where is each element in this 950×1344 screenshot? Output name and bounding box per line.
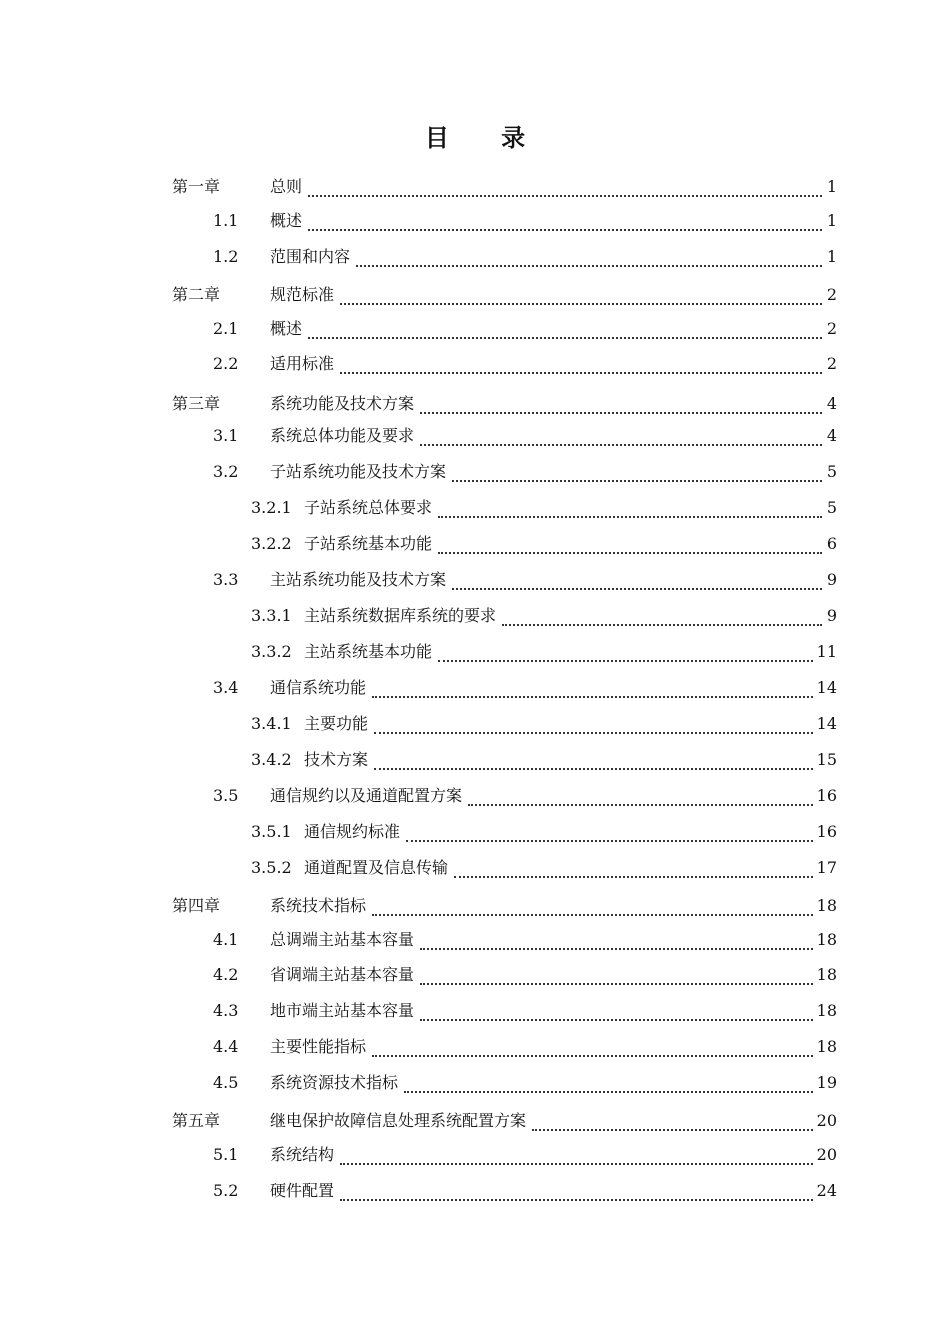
leader-dots xyxy=(372,900,813,916)
toc-entry-number: 3.2.2 xyxy=(251,534,292,553)
toc-entry[interactable] xyxy=(0,283,950,307)
toc-entry[interactable] xyxy=(0,894,950,918)
toc-entry[interactable] xyxy=(0,317,950,341)
leader-dots xyxy=(420,969,813,985)
toc-entry-label: 主站系统数据库系统的要求 xyxy=(304,606,497,625)
toc-entry[interactable] xyxy=(0,1143,950,1167)
toc-entry-label: 子站系统功能及技术方案 xyxy=(270,462,447,481)
leader-dots xyxy=(404,1077,813,1093)
toc-entry-page: 24 xyxy=(816,1181,837,1200)
toc-entry[interactable] xyxy=(0,1179,950,1203)
toc-entry[interactable] xyxy=(0,460,950,484)
leader-dots xyxy=(308,215,822,231)
toc-entry-number: 第一章 xyxy=(172,177,221,196)
leader-dots xyxy=(532,1115,813,1131)
toc-entry-label: 适用标准 xyxy=(270,354,335,373)
leader-dots xyxy=(420,1005,813,1021)
toc-entry-page: 4 xyxy=(826,426,837,445)
toc-entry[interactable] xyxy=(0,352,950,376)
toc-entry-label: 系统功能及技术方案 xyxy=(270,394,415,413)
toc-entry-number: 第五章 xyxy=(172,1111,221,1130)
leader-dots xyxy=(374,718,813,734)
toc-entry-number: 2.2 xyxy=(213,354,239,373)
toc-entry-number: 1.1 xyxy=(213,211,239,230)
toc-entry[interactable] xyxy=(0,928,950,952)
toc-entry-number: 3.4 xyxy=(213,678,239,697)
toc-entry-label: 概述 xyxy=(270,211,303,230)
toc-entry-page: 18 xyxy=(816,1037,837,1056)
toc-entry-label: 主站系统基本功能 xyxy=(304,642,433,661)
toc-entry-label: 主站系统功能及技术方案 xyxy=(270,570,447,589)
toc-entry-number: 5.2 xyxy=(213,1181,239,1200)
leader-dots xyxy=(340,1185,813,1201)
toc-entry-label: 概述 xyxy=(270,319,303,338)
toc-entry[interactable] xyxy=(0,676,950,700)
leader-dots xyxy=(420,430,822,446)
toc-entry[interactable] xyxy=(0,820,950,844)
toc-entry[interactable] xyxy=(0,604,950,628)
toc-entry-label: 通信规约标准 xyxy=(304,822,401,841)
toc-entry-page: 2 xyxy=(826,285,837,304)
leader-dots xyxy=(438,538,822,554)
leader-dots xyxy=(340,1149,813,1165)
toc-entry-number: 4.5 xyxy=(213,1073,239,1092)
toc-entry-page: 14 xyxy=(816,714,837,733)
leader-dots xyxy=(308,181,822,197)
toc-entry-number: 3.2 xyxy=(213,462,239,481)
toc-entry-page: 15 xyxy=(816,750,837,769)
toc-entry-page: 1 xyxy=(826,177,837,196)
toc-entry-page: 16 xyxy=(816,822,837,841)
leader-dots xyxy=(468,790,813,806)
toc-entry-number: 4.3 xyxy=(213,1001,239,1020)
toc-entry-label: 主要性能指标 xyxy=(270,1037,367,1056)
toc-entry-number: 3.5.2 xyxy=(251,858,292,877)
page-title: 目 录 xyxy=(424,124,548,152)
leader-dots xyxy=(340,358,822,374)
toc-entry-page: 1 xyxy=(826,247,837,266)
leader-dots xyxy=(372,682,813,698)
toc-entry-number: 1.2 xyxy=(213,247,239,266)
toc-entry-label: 总则 xyxy=(270,177,303,196)
toc-entry-number: 3.3.1 xyxy=(251,606,292,625)
toc-entry-page: 4 xyxy=(826,394,837,413)
leader-dots xyxy=(452,466,822,482)
toc-entry-page: 20 xyxy=(816,1145,837,1164)
toc-entry-number: 3.4.2 xyxy=(251,750,292,769)
toc-entry-number: 4.1 xyxy=(213,930,239,949)
toc-entry-page: 19 xyxy=(816,1073,837,1092)
toc-entry[interactable] xyxy=(0,748,950,772)
toc-entry-number: 5.1 xyxy=(213,1145,239,1164)
toc-entry-page: 9 xyxy=(826,606,837,625)
leader-dots xyxy=(452,574,822,590)
leader-dots xyxy=(420,934,813,950)
leader-dots xyxy=(356,251,822,267)
toc-entry-label: 系统资源技术指标 xyxy=(270,1073,399,1092)
leader-dots xyxy=(438,646,813,662)
toc-entry-page: 5 xyxy=(826,498,837,517)
toc-entry[interactable] xyxy=(0,245,950,269)
toc-entry-number: 3.4.1 xyxy=(251,714,292,733)
toc-entry-label: 子站系统基本功能 xyxy=(304,534,433,553)
toc-entry[interactable] xyxy=(0,1035,950,1059)
toc-entry-page: 18 xyxy=(816,1001,837,1020)
leader-dots xyxy=(308,323,822,339)
toc-entry-number: 3.2.1 xyxy=(251,498,292,517)
toc-entry-page: 1 xyxy=(826,211,837,230)
toc-entry-page: 2 xyxy=(826,319,837,338)
toc-entry-page: 16 xyxy=(816,786,837,805)
toc-entry-label: 总调端主站基本容量 xyxy=(270,930,415,949)
toc-entry-label: 通道配置及信息传输 xyxy=(304,858,449,877)
toc-entry-page: 11 xyxy=(816,642,837,661)
leader-dots xyxy=(374,754,813,770)
toc-entry-page: 6 xyxy=(826,534,837,553)
toc-entry[interactable] xyxy=(0,1071,950,1095)
toc-entry-page: 17 xyxy=(816,858,837,877)
toc-entry[interactable] xyxy=(0,568,950,592)
toc-entry-label: 通信规约以及通道配置方案 xyxy=(270,786,463,805)
toc-entry[interactable] xyxy=(0,175,950,199)
toc-entry[interactable] xyxy=(0,712,950,736)
toc-entry-label: 继电保护故障信息处理系统配置方案 xyxy=(270,1111,527,1130)
toc-entry[interactable] xyxy=(0,392,950,416)
toc-entry-label: 主要功能 xyxy=(304,714,369,733)
toc-entry-number: 2.1 xyxy=(213,319,239,338)
toc-entry-number: 第三章 xyxy=(172,394,221,413)
toc-entry-page: 18 xyxy=(816,896,837,915)
toc-entry[interactable] xyxy=(0,496,950,520)
toc-entry-page: 18 xyxy=(816,930,837,949)
toc-entry[interactable] xyxy=(0,424,950,448)
toc-entry-label: 省调端主站基本容量 xyxy=(270,965,415,984)
toc-entry-number: 3.1 xyxy=(213,426,239,445)
toc-entry-label: 系统结构 xyxy=(270,1145,335,1164)
toc-entry[interactable] xyxy=(0,856,950,880)
toc-entry[interactable] xyxy=(0,1109,950,1133)
toc-entry-number: 3.5.1 xyxy=(251,822,292,841)
toc-entry-number: 4.4 xyxy=(213,1037,239,1056)
leader-dots xyxy=(372,1041,813,1057)
toc-entry-label: 规范标准 xyxy=(270,285,335,304)
toc-entry-number: 3.5 xyxy=(213,786,239,805)
toc-entry-number: 第四章 xyxy=(172,896,221,915)
leader-dots xyxy=(340,289,822,305)
toc-entry-number: 第二章 xyxy=(172,285,221,304)
leader-dots xyxy=(438,502,822,518)
toc-entry[interactable] xyxy=(0,640,950,664)
toc-entry-page: 18 xyxy=(816,965,837,984)
toc-entry[interactable] xyxy=(0,532,950,556)
toc-entry-label: 子站系统总体要求 xyxy=(304,498,433,517)
toc-entry-page: 20 xyxy=(816,1111,837,1130)
toc-entry[interactable] xyxy=(0,784,950,808)
toc-entry[interactable] xyxy=(0,209,950,233)
toc-entry[interactable] xyxy=(0,999,950,1023)
toc-entry-number: 3.3.2 xyxy=(251,642,292,661)
toc-entry-page: 5 xyxy=(826,462,837,481)
toc-entry-number: 3.3 xyxy=(213,570,239,589)
toc-entry-page: 14 xyxy=(816,678,837,697)
toc-entry-label: 系统技术指标 xyxy=(270,896,367,915)
toc-entry-label: 系统总体功能及要求 xyxy=(270,426,415,445)
toc-entry[interactable] xyxy=(0,963,950,987)
leader-dots xyxy=(502,610,822,626)
toc-entry-page: 2 xyxy=(826,354,837,373)
toc-entry-label: 通信系统功能 xyxy=(270,678,367,697)
leader-dots xyxy=(454,862,813,878)
toc-entry-label: 硬件配置 xyxy=(270,1181,335,1200)
toc-entry-number: 4.2 xyxy=(213,965,239,984)
toc-entry-label: 范围和内容 xyxy=(270,247,351,266)
leader-dots xyxy=(420,398,822,414)
toc-entry-label: 地市端主站基本容量 xyxy=(270,1001,415,1020)
toc-entry-label: 技术方案 xyxy=(304,750,369,769)
toc-entry-page: 9 xyxy=(826,570,837,589)
leader-dots xyxy=(406,826,813,842)
